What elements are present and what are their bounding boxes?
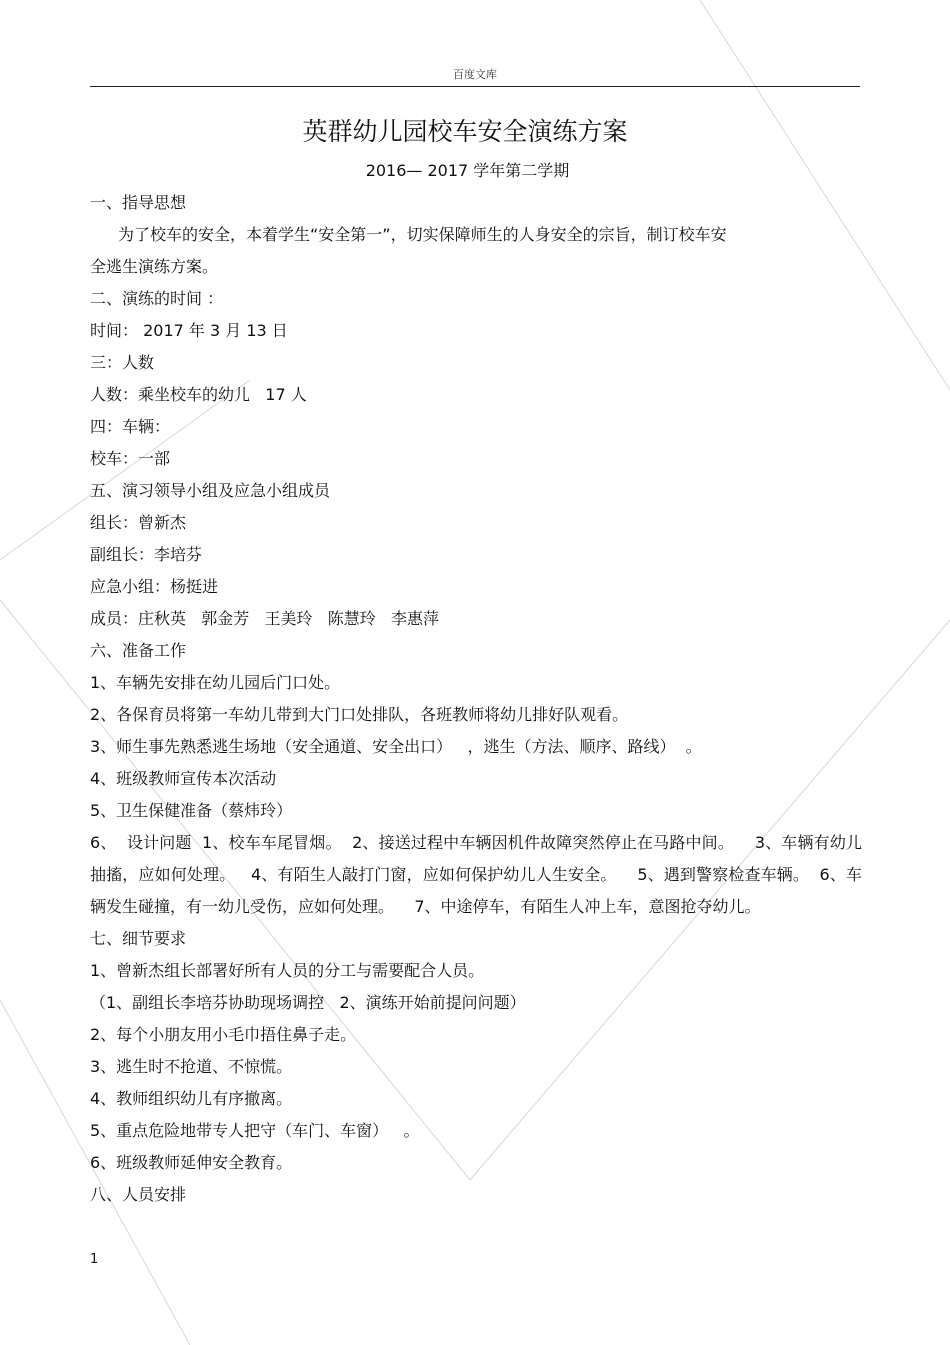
text-line: 副组长：李培芬	[90, 545, 203, 564]
list-item: 6、 设计问题 1、校车车尾冒烟。 2、接送过程中车辆因机件故障突然停止在马路中间。 3、车辆有幼儿抽搐，应如何处理。 4、有陌生人敲打门窗，应如何保护幼儿人生安全。 5、遇到警察检查车辆。 6、车辆发生碰撞，有一幼儿受伤，应如何处理。 7、中途停车，有陌生人冲上车，意图抢夺幼儿。	[90, 833, 862, 916]
list-item: 3、逃生时不抢道、不惊慌。	[90, 1057, 293, 1076]
section-heading: 三：人数	[90, 353, 155, 372]
page-number: 1	[90, 1252, 99, 1267]
list-item: （1、副组长李培芬协助现场调控 2、演练开始前提问问题）	[90, 993, 526, 1012]
paragraph: 为了校车的安全，本着学生“安全第一”，切实保障师生的人身安全的宗旨，制订校车安	[118, 225, 727, 244]
document-body	[90, 187, 862, 1211]
list-item: 3、师生事先熟悉逃生场地（安全通道、安全出口） ，逃生（方法、顺序、路线） 。	[90, 737, 702, 756]
section-heading: 一、指导思想	[90, 193, 187, 212]
text-line: 成员：庄秋英 郭金芳 王美玲 陈慧玲 李惠萍	[90, 609, 440, 628]
list-item: 2、各保育员将第一车幼儿带到大门口处排队，各班教师将幼儿排好队观看。	[90, 705, 629, 724]
document-subtitle: 2016— 2017 学年第二学期	[365, 161, 570, 180]
text-line: 组长：曾新杰	[90, 513, 187, 532]
section-heading: 五、演习领导小组及应急小组成员	[90, 481, 331, 500]
section-heading: 七、细节要求	[90, 929, 187, 948]
list-item: 1、车辆先安排在幼儿园后门口处。	[90, 673, 341, 692]
page-header: 百度文库	[453, 68, 497, 81]
text-line: 人数：乘坐校车的幼儿 17 人	[90, 385, 307, 404]
text-line: 应急小组：杨挺进	[90, 577, 219, 596]
list-item: 5、卫生保健准备（蔡炜玲）	[90, 801, 293, 820]
text-line: 时间： 2017 年 3 月 13 日	[90, 321, 288, 340]
list-item: 4、教师组织幼儿有序撤离。	[90, 1089, 293, 1108]
header-rule	[90, 86, 860, 87]
paragraph: 全逃生演练方案。	[90, 257, 219, 276]
text-line: 校车：一部	[90, 449, 171, 468]
list-item: 1、曾新杰组长部署好所有人员的分工与需要配合人员。	[90, 961, 485, 980]
list-item: 2、每个小朋友用小毛巾捂住鼻子走。	[90, 1025, 357, 1044]
section-heading: 二、演练的时间 ：	[90, 289, 224, 308]
list-item: 4、班级教师宣传本次活动	[90, 769, 277, 788]
list-item: 6、班级教师延伸安全教育。	[90, 1153, 293, 1172]
section-heading: 八、人员安排	[90, 1185, 187, 1204]
section-heading: 四：车辆：	[90, 417, 171, 436]
list-item: 5、重点危险地带专人把守（车门、车窗） 。	[90, 1121, 420, 1140]
document-title: 英群幼儿园校车安全演练方案	[302, 117, 628, 146]
section-heading: 六、准备工作	[90, 641, 187, 660]
